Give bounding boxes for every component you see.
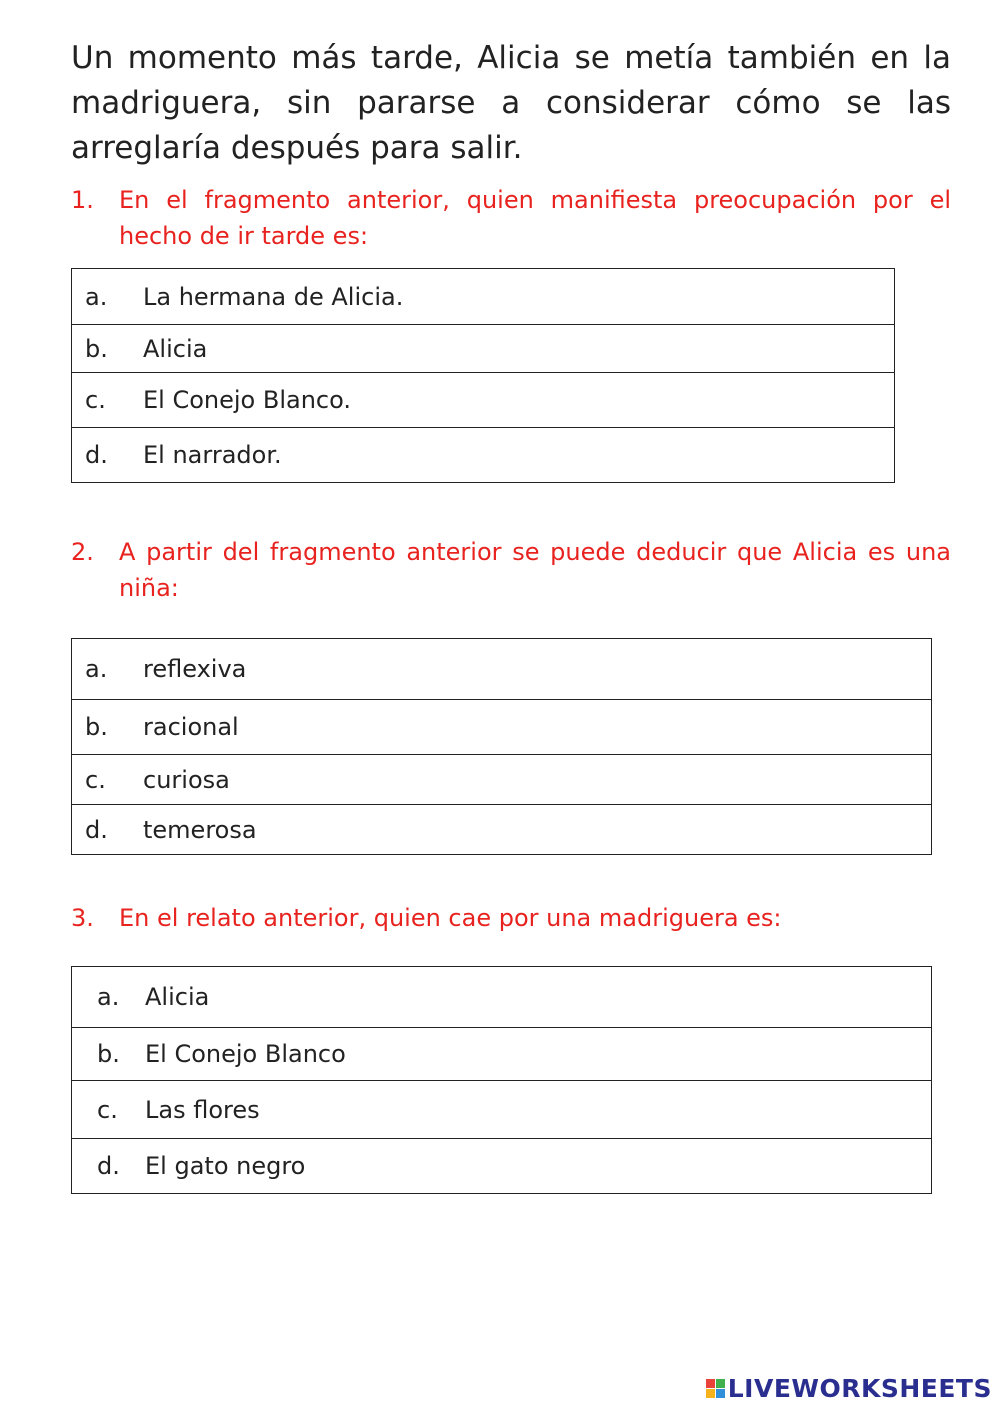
option-letter: c. [85, 386, 106, 414]
question-1-text: En el fragmento anterior, quien manifiesta preocupación por el hecho de ir tarde es: [119, 186, 951, 250]
question-2-text: A partir del fragmento anterior se puede deducir que Alicia es una niña: [119, 538, 951, 602]
option-3a[interactable] [72, 967, 931, 1027]
question-2-options [71, 638, 932, 855]
option-letter: d. [85, 441, 108, 469]
option-3d[interactable] [72, 1138, 931, 1193]
option-text: Alicia [145, 983, 210, 1011]
reading-passage: Un momento más tarde, Alicia se metía también en la madriguera, sin pararse a considerar cómo se las arreglaría después para salir. [71, 40, 951, 166]
question-1-number: 1. [71, 186, 94, 214]
option-text: El Conejo Blanco [145, 1040, 346, 1068]
option-letter: a. [85, 655, 108, 683]
option-text: El gato negro [145, 1152, 306, 1180]
option-text: El narrador. [143, 441, 282, 469]
option-letter: d. [85, 815, 108, 844]
option-letter: c. [85, 765, 106, 794]
option-text: temerosa [143, 815, 257, 844]
option-text: El Conejo Blanco. [143, 386, 351, 414]
option-1d[interactable] [72, 427, 894, 482]
option-text: racional [143, 713, 239, 741]
question-3-number: 3. [71, 904, 94, 932]
option-2d[interactable] [72, 804, 931, 854]
option-2b[interactable] [72, 699, 931, 754]
option-letter: a. [97, 983, 120, 1011]
option-text: reflexiva [143, 655, 247, 683]
option-3c[interactable] [72, 1080, 931, 1138]
option-letter: d. [97, 1152, 120, 1180]
option-text: La hermana de Alicia. [143, 282, 404, 311]
question-3 [71, 900, 951, 936]
option-1a[interactable] [72, 269, 894, 324]
option-text: Las flores [145, 1095, 260, 1124]
option-text: Alicia [143, 334, 208, 363]
option-1c[interactable] [72, 372, 894, 427]
option-1b[interactable] [72, 324, 894, 372]
question-3-text: En el relato anterior, quien cae por una madriguera es: [119, 904, 782, 932]
question-2 [71, 534, 951, 606]
liveworksheets-logo [706, 1374, 992, 1403]
option-2a[interactable] [72, 639, 931, 699]
question-1-options [71, 268, 895, 483]
liveworksheets-logo-icon [706, 1379, 725, 1398]
question-3-options [71, 966, 932, 1194]
option-2c[interactable] [72, 754, 931, 804]
option-text: curiosa [143, 765, 230, 794]
option-3b[interactable] [72, 1027, 931, 1080]
logo-text: LIVEWORKSHEETS [727, 1374, 992, 1403]
option-letter: b. [85, 334, 108, 363]
option-letter: b. [85, 713, 108, 741]
option-letter: a. [85, 282, 108, 311]
option-letter: b. [97, 1040, 120, 1068]
question-1 [71, 182, 951, 254]
option-letter: c. [97, 1095, 118, 1124]
question-2-number: 2. [71, 538, 94, 566]
